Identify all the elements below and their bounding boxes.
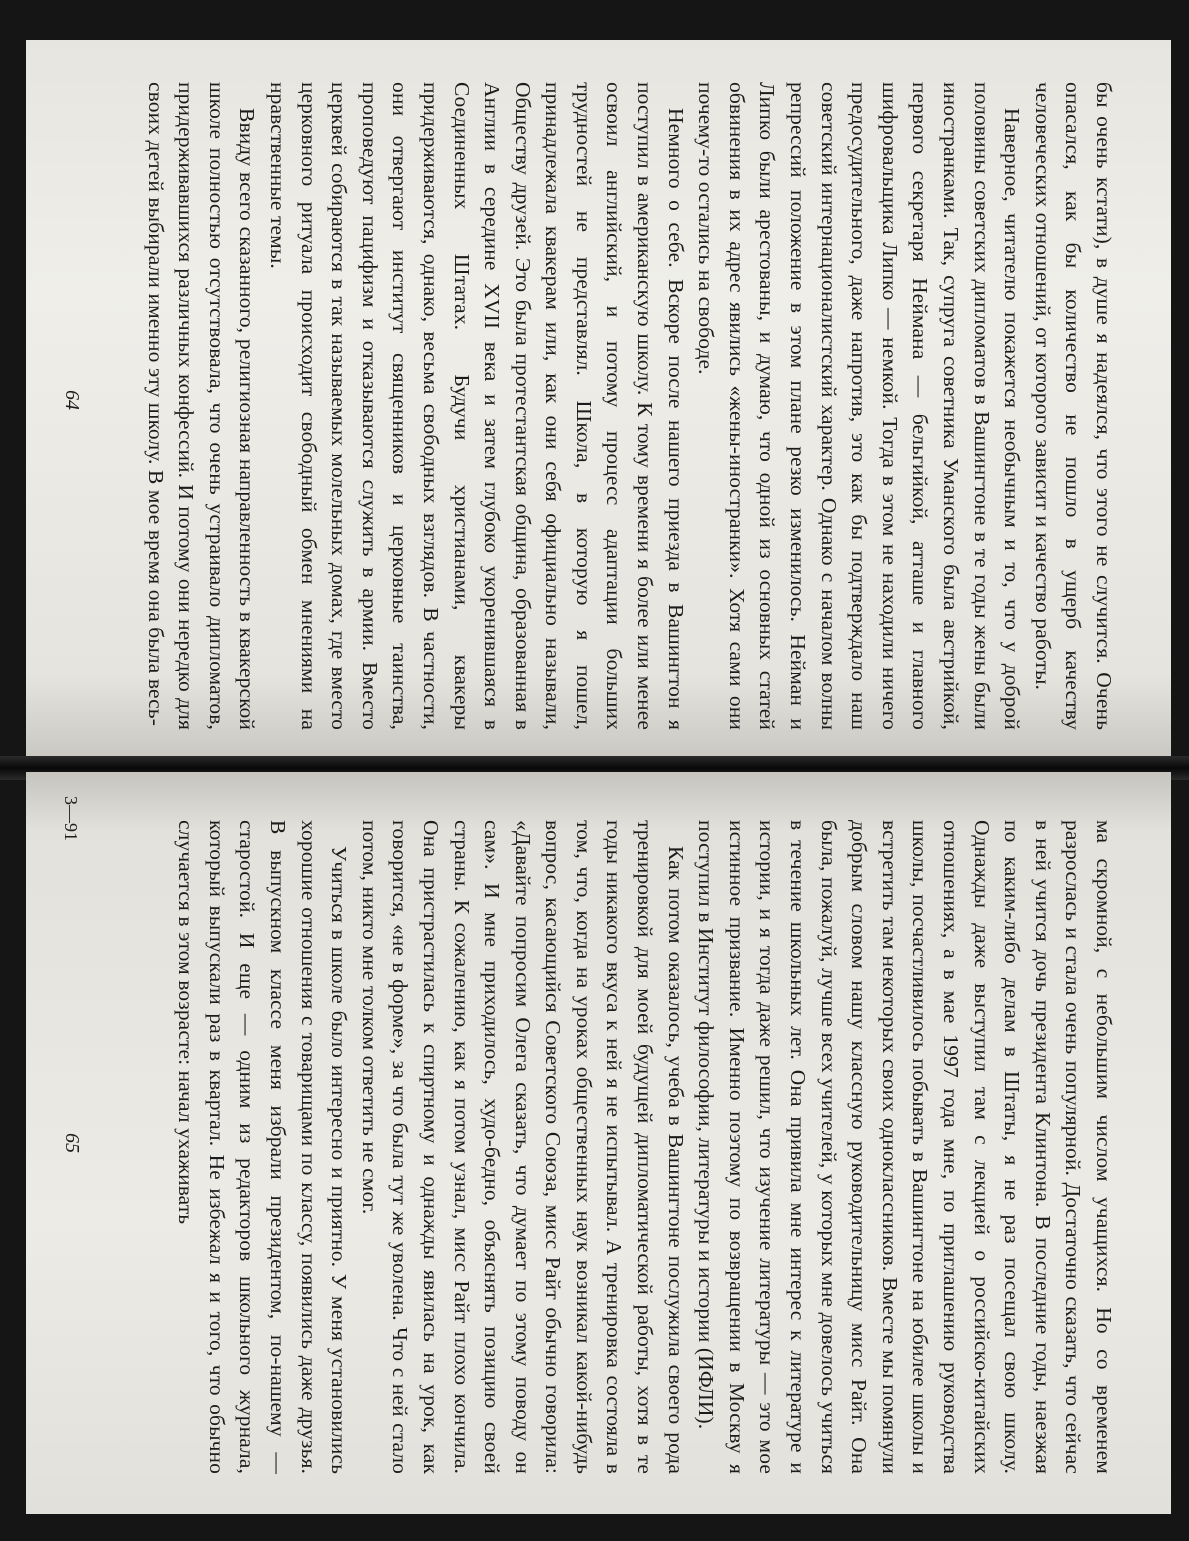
paragraph: Немного о себе. Вскоре после нашего приезда в Вашингтон я поступил в американскую школу. К тому времени я более или менее освоил английский, и потому процесс адаптации больших трудностей не представлял. Школа, в которую я пошел, принадлежала квакерам или, как они себя официально называли, Обществу друзей. Это была протестантская община, образованная в Англии в середине XVII века и затем глубоко укоренившаяся в Соединенных Штатах. Будучи христианами, квакеры придерживаются, однако, весьма свободных взглядов. В частности, они отвергают институт священников и церковные таинства, проповедуют пацифизм и отказываются служить в армии. Вместо церквей собираются в так называемых молельных домах, где вместо церковного ритуала происходит свободный обмен мнениями на нравственные темы. <box>265 82 688 730</box>
right-page-text <box>171 820 1119 1474</box>
signature-mark: 3—91 <box>61 796 81 841</box>
page-number-left: 64 <box>61 390 83 410</box>
left-page <box>26 40 1171 760</box>
paragraph: Как потом оказалось, учеба в Вашингтоне послужила своего рода тренировкой для моей будущей дипломатической работы, хотя в те годы никакого вкуса к ней я не испытывал. А тренировка состояла в том, что, когда на уроках общественных наук возникал какой-нибудь вопрос, касающийся Советского Союза, мисс Райт обычно говорила: «Давайте попросим Олега сказать, что думает по этому поводу он сам». И мне приходилось, худо-бедно, объяснять позицию своей страны. К сожалению, как я потом узнал, мисс Райт плохо кончила. Она пристрастилась к спиртному и однажды явилась на урок, как говорится, «не в форме», за что была тут же уволена. Что с ней стало потом, никто мне толком ответить не смог. <box>357 820 688 1474</box>
page-number-right: 65 <box>61 1133 83 1153</box>
right-page <box>26 772 1171 1514</box>
paragraph: Наверное, читателю покажется необычным и то, что у доброй половины советских дипломатов в Вашингтоне в те годы жены были иностранками. Так, супруга советника Уманского была австрийкой, первого секретаря Неймана — бельгийкой, атташе и главного шифровальщика Липко — немкой. Тогда в этом не находили ничего предосудительного, даже напротив, это как бы подтверждало наш советский интернационалистский характер. Однако с началом волны репрессий положение в этом плане резко изменилось. Нейман и Липко были арестованы, и думаю, что одной из основных статей обвинения в их адрес явились «жены-иностранки». Хотя сами они почему-то остались на свободе. <box>694 82 1025 730</box>
left-page-text <box>140 82 1119 730</box>
paragraph: бы очень кстати), в душе я надеялся, что этого не случится. Очень опасался, как бы количество не пошло в ущерб качеству человеческих отношений, от которого зависит и качество работы. <box>1030 82 1116 730</box>
paragraph: Учиться в школе было интересно и приятно. У меня установились хорошие отношения с товарищами по классу, появились даже друзья. В выпускном классе меня избрали президентом, по-нашему — старостой. И еще — одним из редакторов школьного журнала, который выпускали раз в квартал. Не избежал я и того, что обычно случается в этом возрасте: начал ухаживать <box>174 820 352 1474</box>
paragraph: ма скромной, с небольшим числом учащихся. Но со временем разрослась и стала очень популярной. Достаточно сказать, что сейчас в ней учится дочь президента Клинтона. В последние годы, наезжая по каким-либо делам в Штаты, я не раз посещал свою школу. Однажды даже выступил там с лекцией о российско-китайских отношениях, а в мае 1997 года мне, по приглашению руководства школы, посчастливилось побывать в Вашингтоне на юбилее школы и встретить там некоторых своих одноклассников. Вместе мы помянули добрым словом нашу классную руководительницу мисс Райт. Она была, пожалуй, лучше всех учителей, у которых мне довелось учиться в течение школьных лет. Она привила мне интерес к литературе и истории, и я тогда даже решил, что изучение литературы — это мое истинное призвание. Именно поэтому по возвращении в Москву я поступил в Институт философии, литературы и истории (ИФЛИ). <box>694 820 1116 1474</box>
paragraph: Ввиду всего сказанного, религиозная направленность в квакерской школе полностью отсутствовала, что очень устраивало дипломатов, придерживавшихся различных конфессий. И потому они нередко для своих детей выбирали именно эту школу. В мое время она была весь- <box>143 82 260 730</box>
